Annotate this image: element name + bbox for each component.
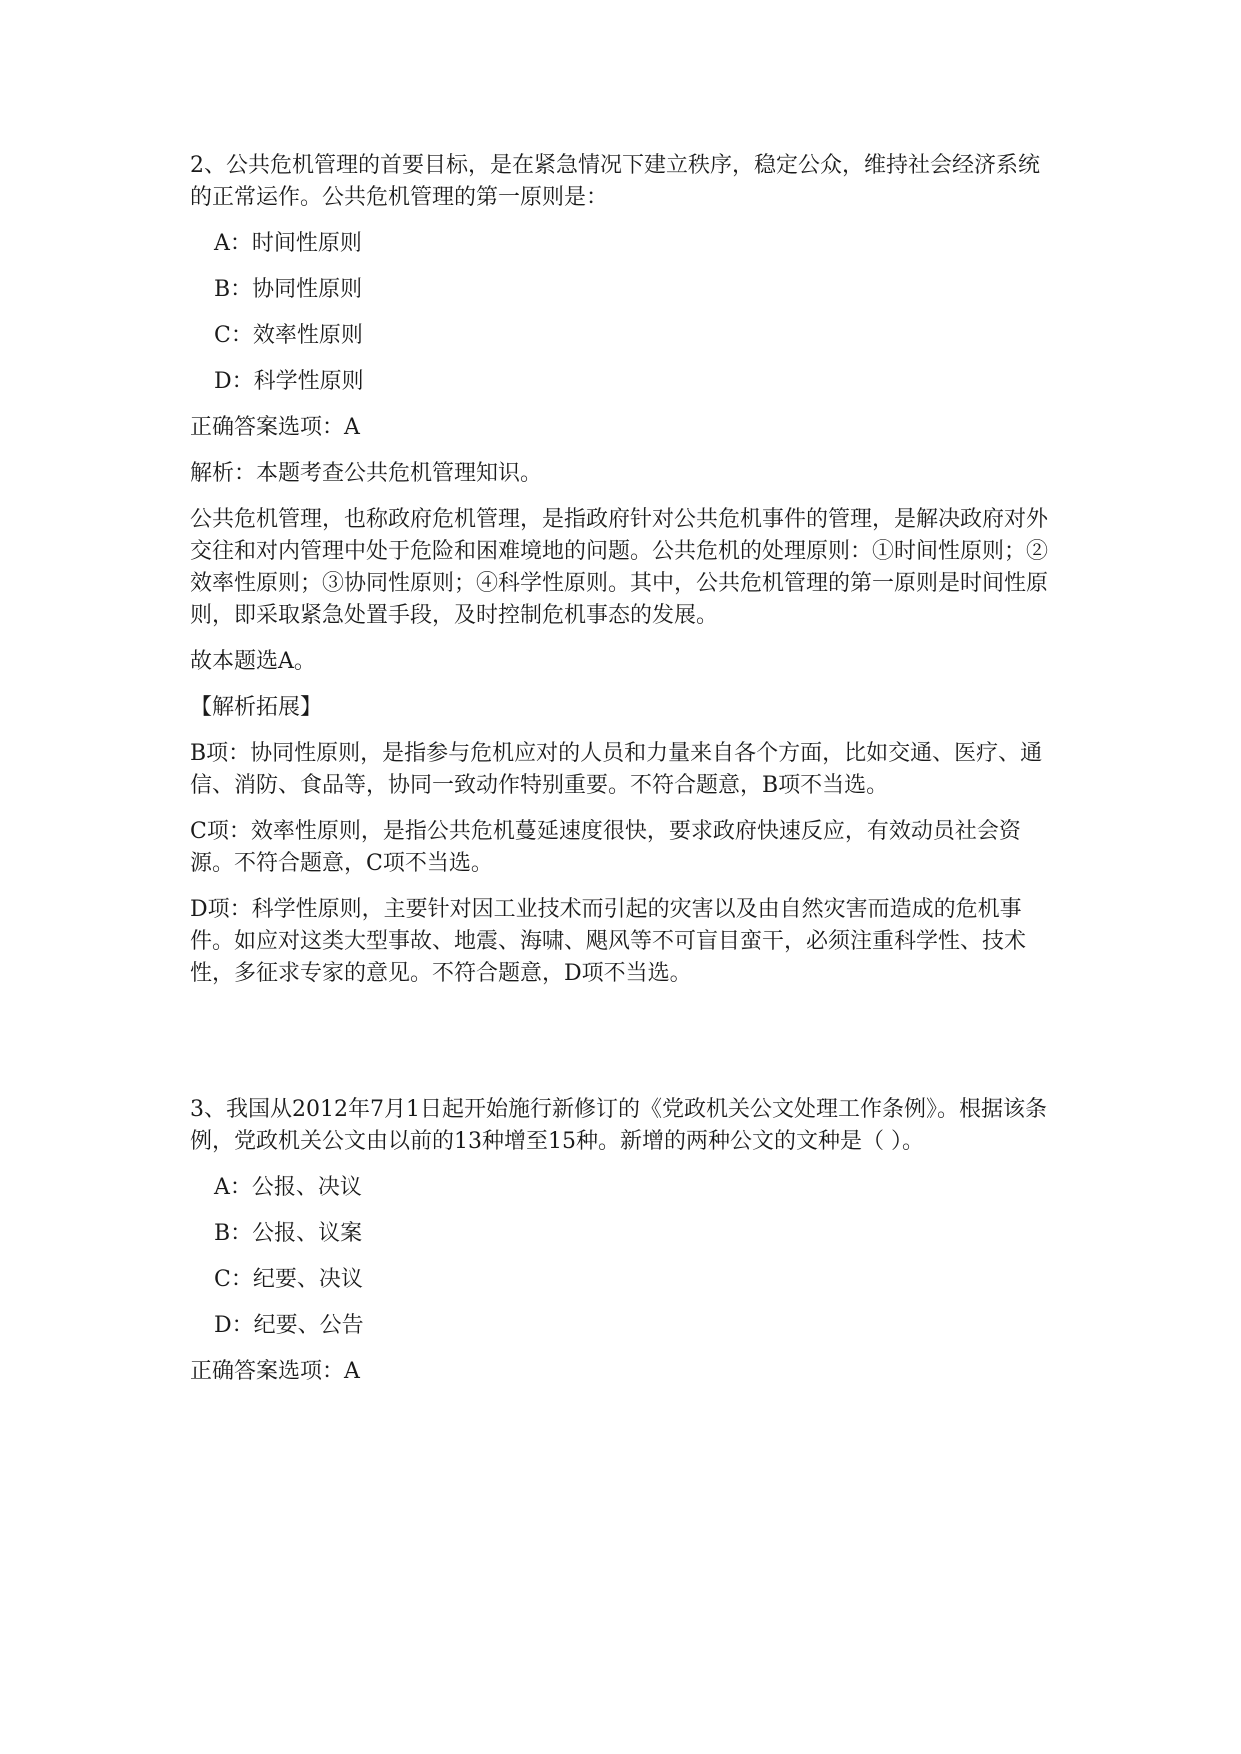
option-c: C：效率性原则: [214, 323, 363, 348]
analysis-option-d: D项：科学性原则，主要针对因工业技术而引起的灾害以及由自然灾害而造成的危机事件。如应对这类大型事故、地震、海啸、飓风等不可盲目蛮干，必须注重科学性、技术性，多征求专家的意见。不符合题意，D项不当选。: [190, 897, 1027, 986]
analysis-option-c: C项：效率性原则，是指公共危机蔓延速度很快，要求政府快速反应，有效动员社会资源。不符合题意，C项不当选。: [190, 819, 1021, 876]
analysis-extension-heading: 【解析拓展】: [190, 695, 323, 720]
option-b: B：协同性原则: [214, 277, 363, 302]
question-spacer: [190, 990, 1056, 1094]
analysis-body: 公共危机管理，也称政府危机管理，是指政府针对公共危机事件的管理，是解决政府对外交往和对内管理中处于危险和困难境地的问题。公共危机的处理原则：①时间性原则；②效率性原则；③协同性原则；④科学性原则。其中，公共危机管理的第一原则是时间性原则，即采取紧急处置手段，及时控制危机事态的发展。: [190, 507, 1049, 628]
option-d: D：科学性原则: [214, 369, 364, 394]
question-2: [190, 150, 1056, 990]
analysis-option-b: B项：协同性原则，是指参与危机应对的人员和力量来自各个方面，比如交通、医疗、通信、消防、食品等，协同一致动作特别重要。不符合题意，B项不当选。: [190, 741, 1043, 798]
document-page: [190, 150, 1056, 1388]
question-stem: 3、我国从2012年7月1日起开始施行新修订的《党政机关公文处理工作条例》。根据该条例，党政机关公文由以前的13种增至15种。新增的两种公文的文种是（ ）。: [190, 1097, 1047, 1154]
correct-answer: 正确答案选项：A: [190, 1359, 360, 1384]
question-stem: 2、公共危机管理的首要目标，是在紧急情况下建立秩序，稳定公众，维持社会经济系统的正常运作。公共危机管理的第一原则是：: [190, 153, 1040, 210]
option-a: A：时间性原则: [214, 231, 362, 256]
option-b: B：公报、议案: [214, 1221, 363, 1246]
question-3: [190, 1094, 1056, 1388]
option-d: D：纪要、公告: [214, 1313, 364, 1338]
option-a: A：公报、决议: [214, 1175, 362, 1200]
analysis-conclusion: 故本题选A。: [190, 649, 316, 674]
analysis-intro: 解析：本题考查公共危机管理知识。: [190, 461, 543, 486]
correct-answer: 正确答案选项：A: [190, 415, 360, 440]
option-c: C：纪要、决议: [214, 1267, 363, 1292]
